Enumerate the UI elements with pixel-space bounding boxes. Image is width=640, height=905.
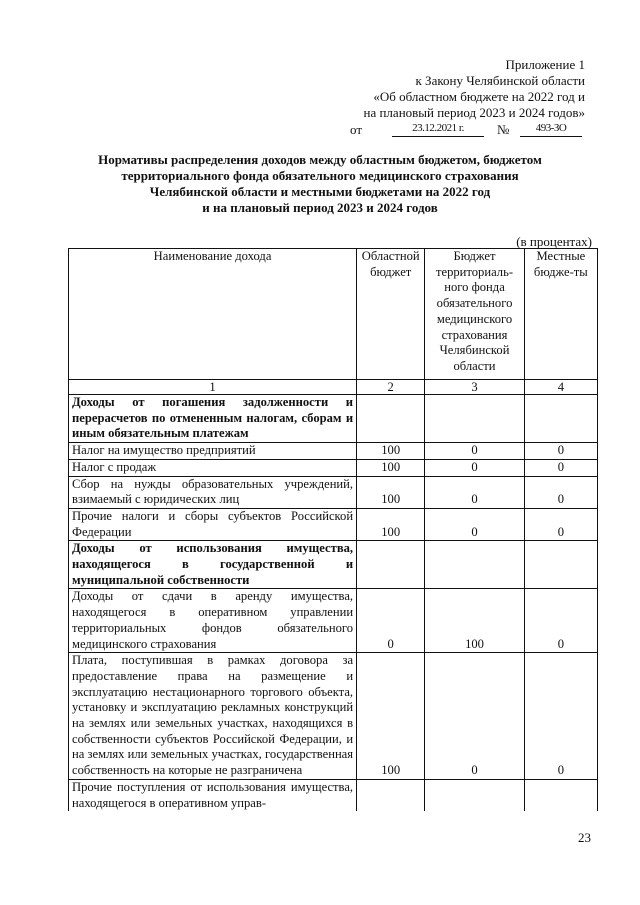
income-name: Доходы от использования имущества, находящегося в государственной и муниципальной собственности — [69, 541, 357, 589]
table-row — [69, 779, 598, 811]
title-line: Нормативы распределения доходов между областным бюджетом, бюджетом — [98, 152, 542, 167]
header-tfoms-budget: Бюджет территориаль-ного фонда обязательного медицинского страхования Челябинской области — [425, 249, 524, 380]
local-value: 0 — [524, 589, 597, 653]
distribution-table — [68, 248, 598, 811]
column-number-row — [69, 380, 598, 395]
column-number: 4 — [524, 380, 597, 395]
document-title — [60, 152, 580, 216]
local-value: 0 — [524, 653, 597, 780]
units-note: (в процентах) — [516, 234, 592, 249]
local-value: 0 — [524, 508, 597, 540]
from-label: от — [350, 122, 363, 137]
title-line: территориального фонда обязательного медицинского страхования — [121, 168, 519, 183]
appendix-date-line — [330, 122, 585, 138]
tfoms-value: 0 — [425, 476, 524, 508]
table-row — [69, 459, 598, 476]
local-value — [524, 541, 597, 589]
table-row — [69, 653, 598, 780]
local-value — [524, 779, 597, 811]
regional-value: 100 — [357, 443, 425, 460]
header-income-name: Наименование дохода — [69, 249, 357, 380]
tfoms-value: 100 — [425, 589, 524, 653]
table-row — [69, 541, 598, 589]
income-name: Налог с продаж — [69, 459, 357, 476]
appendix-law-name-2: на плановый период 2023 и 2024 годов» — [363, 105, 585, 120]
tfoms-value: 0 — [425, 459, 524, 476]
table-row — [69, 443, 598, 460]
appendix-block — [330, 57, 585, 138]
regional-value: 100 — [357, 653, 425, 780]
number-label: № — [497, 122, 510, 137]
header-regional-budget: Областной бюджет — [357, 249, 425, 380]
local-value: 0 — [524, 459, 597, 476]
tfoms-value: 0 — [425, 653, 524, 780]
table-row — [69, 476, 598, 508]
law-date: 23.12.2021 г. — [392, 120, 484, 137]
title-line: Челябинской области и местными бюджетами на 2022 год — [149, 184, 491, 199]
regional-value: 100 — [357, 476, 425, 508]
tfoms-value: 0 — [425, 508, 524, 540]
income-name: Прочие поступления от использования имущества, находящегося в оперативном управ- — [69, 779, 357, 811]
income-name: Доходы от сдачи в аренду имущества, находящегося в оперативном управлении территориальных фондов обязательного медицинского страхования — [69, 589, 357, 653]
header-local-budgets: Местные бюдже-ты — [524, 249, 597, 380]
income-name: Доходы от погашения задолженности и перерасчетов по отмененным налогам, сборам и иным обязательным платежам — [69, 395, 357, 443]
table-row — [69, 508, 598, 540]
appendix-title: Приложение 1 — [505, 57, 585, 72]
page-number: 23 — [578, 830, 591, 845]
tfoms-value — [425, 779, 524, 811]
table-row — [69, 395, 598, 443]
regional-value — [357, 541, 425, 589]
column-number: 1 — [69, 380, 357, 395]
tfoms-value — [425, 395, 524, 443]
regional-value — [357, 779, 425, 811]
local-value: 0 — [524, 476, 597, 508]
appendix-law: к Закону Челябинской области — [415, 73, 585, 88]
appendix-law-name-1: «Об областном бюджете на 2022 год и — [373, 89, 585, 104]
local-value — [524, 395, 597, 443]
column-number: 2 — [357, 380, 425, 395]
title-line: и на плановый период 2023 и 2024 годов — [202, 200, 438, 215]
regional-value: 100 — [357, 459, 425, 476]
tfoms-value — [425, 541, 524, 589]
tfoms-value: 0 — [425, 443, 524, 460]
law-number: 493-ЗО — [520, 120, 582, 137]
column-number: 3 — [425, 380, 524, 395]
local-value: 0 — [524, 443, 597, 460]
table-row — [69, 589, 598, 653]
regional-value: 0 — [357, 589, 425, 653]
income-name: Налог на имущество предприятий — [69, 443, 357, 460]
regional-value: 100 — [357, 508, 425, 540]
income-name: Сбор на нужды образовательных учреждений, взимаемый с юридических лиц — [69, 476, 357, 508]
income-name: Прочие налоги и сборы субъектов Российской Федерации — [69, 508, 357, 540]
income-name: Плата, поступившая в рамках договора за предоставление права на размещение и эксплуатацию нестационарного торгового объекта, установку и эксплуатацию рекламных конструкций на землях или земельных участках, находящихся в собственности субъектов Российской Федерации, и на землях или земельных участках, государственная собственность на которые не разграничена — [69, 653, 357, 780]
regional-value — [357, 395, 425, 443]
table-header-row — [69, 249, 598, 380]
